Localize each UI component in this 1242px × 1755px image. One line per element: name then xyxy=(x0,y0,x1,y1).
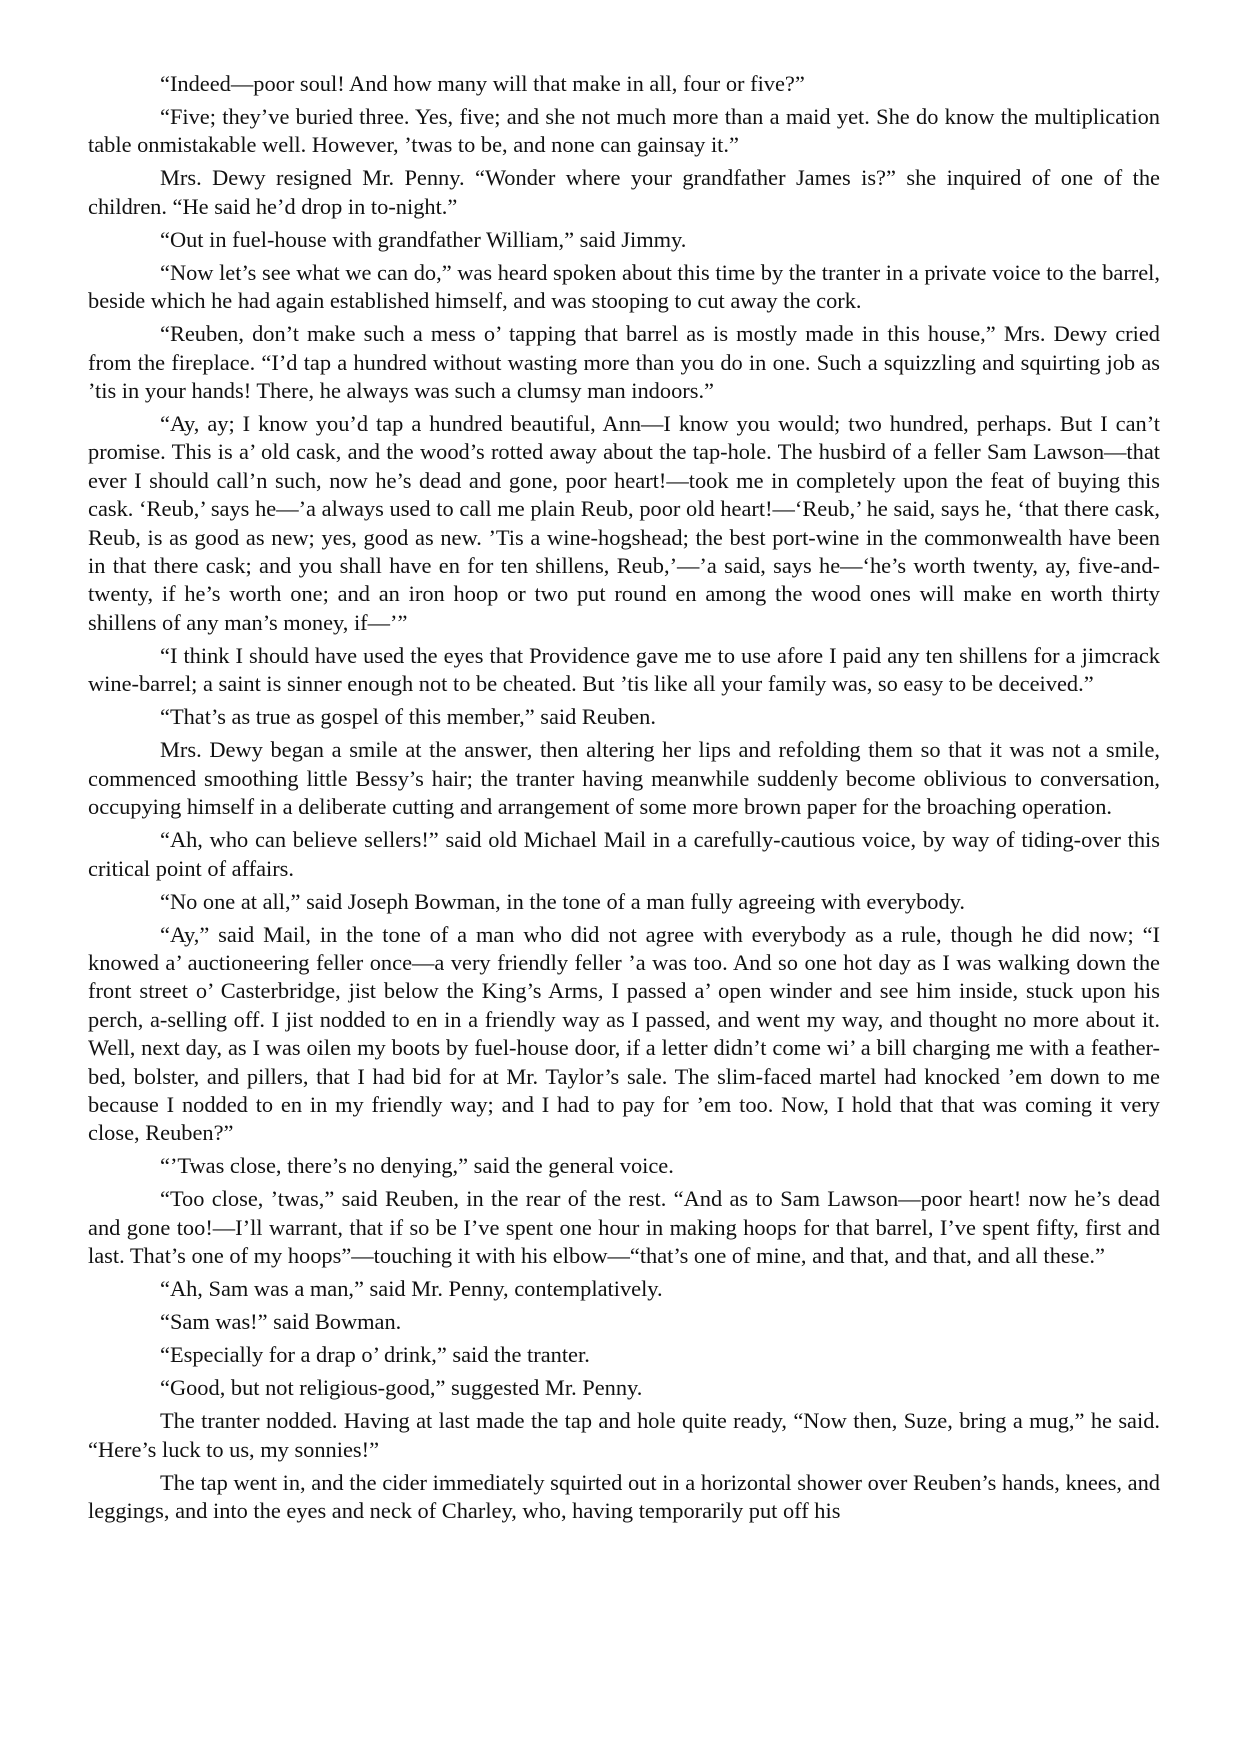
paragraph: The tap went in, and the cider immediately squirted out in a horizontal shower over Reuben’s hands, knees, and leggings, and into the eyes and neck of Charley, who, having temporarily put off his xyxy=(88,1469,1160,1523)
paragraph: “That’s as true as gospel of this member,” said Reuben. xyxy=(160,704,656,730)
paragraph: “Reuben, don’t make such a mess o’ tapping that barrel as is mostly made in this house,” Mrs. Dewy cried from the fireplace. “I’d tap a hundred without wasting more than you do in one. Such a squizzling and squirting job as ’tis in your hands! There, he always was such a clumsy man indoors.” xyxy=(88,321,1160,404)
paragraph: “I think I should have used the eyes that Providence gave me to use afore I paid any ten shillens for a jimcrack wine-barrel; a saint is sinner enough not to be cheated. But ’tis like all your family was, so easy to be deceived.” xyxy=(88,642,1160,697)
paragraph: “Ah, Sam was a man,” said Mr. Penny, contemplatively. xyxy=(160,1276,663,1302)
paragraph: “No one at all,” said Joseph Bowman, in the tone of a man fully agreeing with everybody. xyxy=(160,888,966,914)
paragraph: Mrs. Dewy resigned Mr. Penny. “Wonder where your grandfather James is?” she inquired of one of the children. “He said he’d drop in to-night.” xyxy=(88,165,1160,219)
paragraph: “Now let’s see what we can do,” was heard spoken about this time by the tranter in a private voice to the barrel, beside which he had again established himself, and was stooping to cut away the cork. xyxy=(88,259,1160,314)
paragraph: “Five; they’ve buried three. Yes, five; and she not much more than a maid yet. She do know the multiplication table onmistakable well. However, ’twas to be, and none can gainsay it.” xyxy=(88,104,1160,158)
paragraph: “’Twas close, there’s no denying,” said the general voice. xyxy=(160,1153,674,1179)
paragraph: “Ay, ay; I know you’d tap a hundred beautiful, Ann—I know you would; two hundred, perhaps. But I can’t promise. This is a’ old cask, and the wood’s rotted away about the tap-hole. The husbird of a feller Sam Lawson—that ever I should call’n such, now he’s dead and gone, poor heart!—took me in completely upon the feat of buying this cask. ‘Reub,’ says he—’a always used to call me plain Reub, poor old heart!—‘Reub,’ he said, says he, ‘that there cask, Reub, is as good as new; yes, good as new. ’Tis a wine-hogshead; the best port-wine in the commonwealth have been in that there cask; and you shall have en for ten shillens, Reub,’—’a said, says he—‘he’s worth twenty, ay, five-and-twenty, if he’s worth one; and an iron hoop or two put round en among the wood ones will make en worth thirty shillens of any man’s money, if—’” xyxy=(88,411,1160,635)
paragraph: “Indeed—poor soul! And how many will that make in all, four or five?” xyxy=(160,71,805,96)
paragraph: “Good, but not religious-good,” suggested Mr. Penny. xyxy=(160,1375,643,1401)
paragraph: Mrs. Dewy began a smile at the answer, then altering her lips and refolding them so that it was not a smile, commenced smoothing little Bessy’s hair; the tranter having meanwhile suddenly become oblivious to conversation, occupying himself in a deliberate cutting and arrangement of some more brown paper for the broaching operation. xyxy=(88,737,1160,820)
paragraph: “Especially for a drap o’ drink,” said the tranter. xyxy=(160,1342,590,1368)
paragraph: The tranter nodded. Having at last made the tap and hole quite ready, “Now then, Suze, bring a mug,” he said. “Here’s luck to us, my sonnies!” xyxy=(88,1408,1160,1462)
paragraph: “Too close, ’twas,” said Reuben, in the rear of the rest. “And as to Sam Lawson—poor heart! now he’s dead and gone too!—I’ll warrant, that if so be I’ve spent one hour in making hoops for that barrel, I’ve spent fifty, first and last. That’s one of my hoops”—touching it with his elbow—“that’s one of mine, and that, and that, and all these.” xyxy=(88,1186,1160,1269)
document-page xyxy=(88,70,1160,1530)
paragraph: “Sam was!” said Bowman. xyxy=(160,1309,402,1335)
paragraph: “Ay,” said Mail, in the tone of a man who did not agree with everybody as a rule, though he did now; “I knowed a’ auctioneering feller once—a very friendly feller ’a was too. And so one hot day as I was walking down the front street o’ Casterbridge, jist below the King’s Arms, I passed a’ open winder and see him inside, stuck upon his perch, a-selling off. I jist nodded to en in a friendly way as I passed, and went my way, and thought no more about it. Well, next day, as I was oilen my boots by fuel-house door, if a letter didn’t come wi’ a bill charging me with a feather-bed, bolster, and pillers, that I had bid for at Mr. Taylor’s sale. The slim-faced martel had knocked ’em down to me because I nodded to en in my friendly way; and I had to pay for ’em too. Now, I hold that that was coming it very close, Reuben?” xyxy=(88,921,1160,1146)
paragraph: “Out in fuel-house with grandfather William,” said Jimmy. xyxy=(160,226,687,252)
paragraph: “Ah, who can believe sellers!” said old Michael Mail in a carefully-cautious voice, by way of tiding-over this critical point of affairs. xyxy=(88,827,1160,881)
